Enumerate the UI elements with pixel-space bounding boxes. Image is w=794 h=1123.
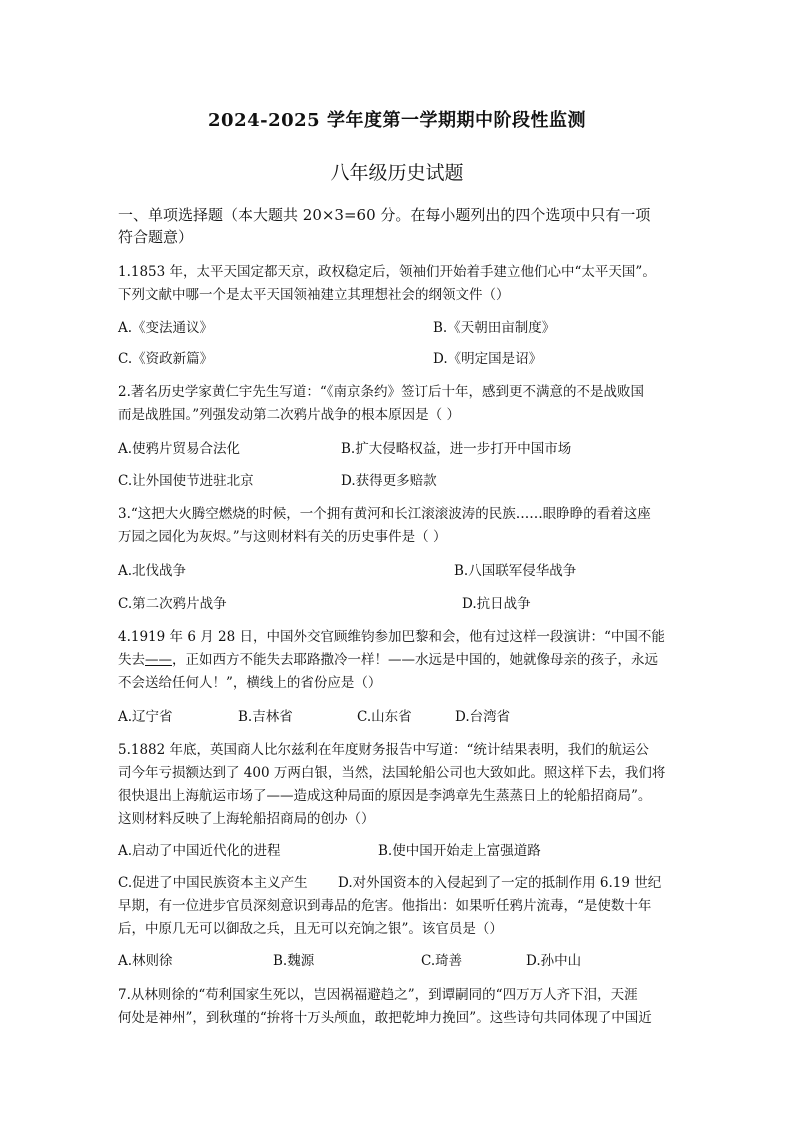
- q5-option-b: B.使中国开始走上富强道路: [378, 843, 541, 859]
- q3-option-c: C.第二次鸦片战争: [118, 596, 227, 612]
- q7-stem-line1: 7.从林则徐的“苟利国家生死以，岂因祸福避趋之”，到谭嗣同的“四万万人齐下泪，天涯: [118, 987, 638, 1003]
- q6-stem-line2: 后，中原几无可以御敌之兵，且无可以充饷之银”。该官员是（）: [118, 921, 503, 937]
- exam-subtitle: 八年级历史试题: [330, 162, 464, 184]
- q1-option-a: A.《变法通议》: [118, 320, 214, 336]
- q2-option-a: A.使鸦片贸易合法化: [118, 441, 241, 457]
- q3-option-d: D.抗日战争: [462, 596, 531, 612]
- q1-stem-line2: 下列文献中哪一个是太平天国领袖建立其理想社会的纲领文件（）: [118, 287, 510, 303]
- q5-stem-line3: 很快退出上海航运市场了——造成这种局面的原因是李鸿章先生蒸蒸日上的轮船招商局”。: [118, 788, 652, 804]
- q6-option-d: D.孙中山: [526, 953, 582, 969]
- q2-option-c: C.让外国使节进驻北京: [118, 473, 254, 489]
- q4-stem-line2: [118, 648, 658, 668]
- q3-stem-line2: 万园之园化为灰烬。”与这则材料有关的历史事件是（ ）: [118, 529, 447, 545]
- q4-option-d: D.台湾省: [455, 709, 511, 725]
- exam-title: 2024-2025 学年度第一学期期中阶段性监测: [208, 110, 586, 131]
- q4-stem-line2-start: 失去: [118, 652, 145, 668]
- q4-stem-line3: 不会送给任何人！”，横线上的省份应是（）: [118, 675, 382, 691]
- q7-stem-line2: 何处是神州”，到秋瑾的“拚将十万头颅血，敢把乾坤力挽回”。这些诗句共同体现了中国近: [118, 1010, 652, 1026]
- q4-option-c: C.山东省: [357, 709, 412, 725]
- q2-stem-line1: 2.著名历史学家黄仁宇先生写道：“《南京条约》签订后十年，感到更不满意的不是战败国: [118, 384, 645, 400]
- q5-option-a: A.启动了中国近代化的进程: [118, 843, 281, 859]
- q2-option-b: B.扩大侵略权益，进一步打开中国市场: [341, 441, 572, 457]
- q1-option-c: C.《资政新篇》: [118, 351, 214, 367]
- q2-option-d: D.获得更多赔款: [341, 473, 437, 489]
- q3-stem-line1: 3.“这把大火腾空燃烧的时候，一个拥有黄河和长江滚滚波涛的民族……眼睁睁的看着这座: [118, 506, 651, 522]
- q1-option-d: D.《明定国是诏》: [433, 351, 543, 367]
- q4-stem-line2-end: ，正如西方不能失去耶路撒冷一样！——水远是中国的，她就像母亲的孩子，永远: [172, 652, 658, 668]
- q1-option-b: B.《天朝田亩制度》: [433, 320, 556, 336]
- q4-option-b: B.吉林省: [238, 709, 293, 725]
- q6-option-c: C.琦善: [421, 953, 463, 969]
- q4-stem-line1: 4.1919 年 6 月 28 日，中国外交官顾维钧参加巴黎和会，他有过这样一段演讲：“中国不能: [118, 629, 665, 645]
- q4-blank: ——: [145, 652, 172, 668]
- q6-option-b: B.魏源: [273, 953, 315, 969]
- q6-option-a: A.林则徐: [118, 953, 173, 969]
- q6-stem-line1: 早期，有一位进步官员深刻意识到毒品的危害。他指出：如果听任鸦片流毒，“是使数十年: [118, 898, 652, 914]
- section-heading-line2: 符合题意）: [118, 228, 194, 246]
- q4-option-a: A.辽宁省: [118, 709, 173, 725]
- q5-option-c: C.促进了中国民族资本主义产生: [118, 875, 308, 891]
- q1-stem-line1: 1.1853 年，太平天国定都天京，政权稳定后，领袖们开始着手建立他们心中“太平天国”。: [118, 264, 656, 280]
- q5-option-d: D.对外国资本的入侵起到了一定的抵制作用 6.19 世纪: [338, 875, 662, 891]
- section-heading-line1: 一、单项选择题（本大题共 20×3=60 分。在每小题列出的四个选项中只有一项: [118, 206, 651, 224]
- q2-stem-line2: 而是战胜国。”列强发动第二次鸦片战争的根本原因是（ ）: [118, 407, 460, 423]
- q5-stem-line1: 5.1882 年底，英国商人比尔兹利在年度财务报告中写道：“统计结果表明，我们的航运公: [118, 742, 649, 758]
- q5-stem-line4: 这则材料反映了上海轮船招商局的创办（）: [118, 811, 375, 827]
- q5-stem-line2: 司今年亏损额达到了 400 万两白银，当然，法国轮船公司也大致如此。照这样下去，我们将: [118, 765, 666, 781]
- q3-option-a: A.北伐战争: [118, 563, 187, 579]
- q3-option-b: B.八国联军侵华战争: [454, 563, 577, 579]
